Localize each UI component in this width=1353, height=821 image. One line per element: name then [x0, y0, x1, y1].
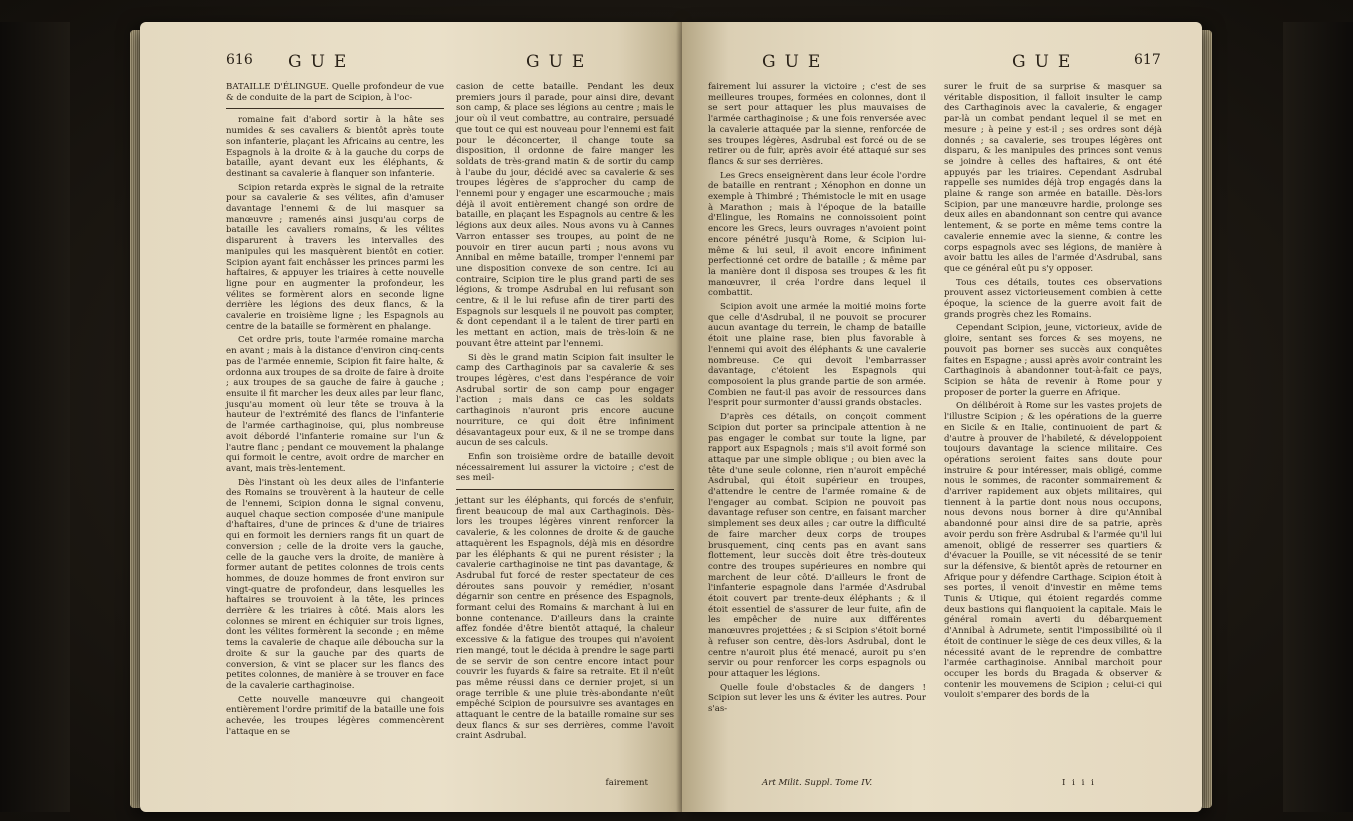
- left-column-1: [226, 82, 444, 740]
- paragraph: casion de cette bataille. Pendant les deux premiers jours il parade, pour ainsi dire, devant son camp, & place ses légions au centre ; mais le jour où il veut combattre, au contraire, persuadé que tout ce qui est nouveau pour l'ennemi est fait pour le déconcerter, il change toute sa disposition, il ordonne de faire manger les soldats de très-grand matin & de sortir du camp à l'aube du jour, décidé avec sa cavalerie & ses troupes légères de s'approcher du camp de l'ennemi pour y engager une escarmouche ; mais déjà il avoit entièrement changé son ordre de bataille, en plaçant les Espagnols au centre & les légions aux deux ailes. Nous avons vu à Cannes Varron entasser ses troupes, au point de ne pouvoir en tirer aucun parti ; nous avons vu Annibal en même bataille, tromper l'ennemi par une disposition convexe de son centre. Ici au contraire, Scipion tire le plus grand parti de ses légions, & trompe Asdrubal en lui refusant son centre, & il le lui refuse afin de tirer parti des Espagnols sur lesquels il ne pouvoit pas compter, & dont cependant il a le talent de tirer parti en les mettant en action, mais de très-loin & ne pouvant être atteint par l'ennemi.: [456, 82, 674, 349]
- right-headword-1: GUE: [762, 52, 830, 72]
- paragraph: fairement lui assurer la victoire ; c'est de ses meilleures troupes, formées en colonnes, dont il se sert pour attaquer les plus mauvaises de l'armée carthaginoise ; & une fois renversée avec la cavalerie attaquée par la sienne, renforcée de ses troupes légères, Asdrubal est forcé ou de se retirer ou de fuir, après avoir été attaqué sur ses flancs & sur ses derrières.: [708, 82, 926, 167]
- paragraph: Si dès le grand matin Scipion fait insulter le camp des Carthaginois par sa cavalerie & ses troupes légères, c'est dans l'espérance de voir Asdrubal sortir de son camp pour engager l'action ; mais dans ce cas les soldats carthaginois n'auront pris encore aucune nourriture, ce qui doit être infiniment désavantageux pour eux, & il ne se trompe dans aucun de ses calculs.: [456, 352, 674, 449]
- page-edges-right: [1202, 30, 1212, 808]
- right-column-2: [944, 82, 1162, 704]
- footer-volume-note: Art Milit. Suppl. Tome IV.: [762, 778, 873, 788]
- paragraph: jettant sur les éléphants, qui forcés de s'enfuir, firent beaucoup de mal aux Carthaginois. Dès-lors les troupes légères vinrent renforcer la cavalerie, & les colonnes de droite & de gauche attaquèrent les Espagnols, déjà mis en désordre par les éléphants & qui ne purent résister ; la cavalerie carthaginoise ne tint pas davantage, & Asdrubal fut forcé de rester spectateur de ces déroutes sans pouvoir y remédier, n'osant dégarnir son centre en présence des Espagnols, formant celui des Romains & marchant à lui en bonne contenance. D'ailleurs dans la crainte affez fondée d'être bientôt attaqué, la chaleur excessive & la fatigue des troupes qui n'avoient rien mangé, tout le décida à prendre le sage parti de se servir de son centre encore intact pour couvrir les fuyards & faire sa retraite. Et il n'eût pas même réussi dans ce dernier projet, si un orage terrible & une pluie très-abondante n'eût empêché Scipion de poursuivre ses avantages en attaquant le centre de la bataille romaine sur ses deux flancs & sur ses derrières, comme l'avoit craint Asdrubal.: [456, 496, 674, 742]
- section-rule: [226, 108, 444, 109]
- scan-margin-right: [1283, 22, 1353, 812]
- right-running-head: [682, 52, 1202, 76]
- paragraph: Tous ces détails, toutes ces observations prouvent assez victorieusement combien à cette époque, la science de la guerre avoit fait de grands progrès chez les Romains.: [944, 277, 1162, 320]
- left-catchword: fairement: [605, 778, 648, 788]
- paragraph: Cependant Scipion, jeune, victorieux, avide de gloire, sentant ses forces & ses moyens, ne pouvoit pas borner ses succès aux conquêtes faites en Espagne ; aussi après avoir contraint les Carthaginois à abandonner tout-à-fait ce pays, Scipion se hâta de revenir à Rome pour y proposer de porter la guerre en Afrique.: [944, 323, 1162, 398]
- signature-mark: I i i i: [1062, 778, 1096, 788]
- left-column-2: [456, 82, 674, 745]
- paragraph: Scipion retarda exprès le signal de la retraite pour sa cavalerie & ses vélites, afin d'amuser davantage l'ennemi & de lui masquer sa manœuvre ; ramenés ainsi jusqu'au corps de bataille les cavaliers romains, & les vélites disparurent à travers les intervalles des manipules qui les masquèrent bientôt en cotier. Scipion ayant fait enchâsser les princes parmi les haftaires, & appuyer les triaires à cette nouvelle ligne pour en augmenter la profondeur, les vélites se formèrent alors en seconde ligne derrière les légions des deux flancs, & la cavalerie en troisième ligne ; les Espagnols au centre de la bataille se formèrent en phalange.: [226, 182, 444, 332]
- paragraph: Cet ordre pris, toute l'armée romaine marcha en avant ; mais à la distance d'environ cinq-cents pas de l'armée ennemie, Scipion fit faire halte, & ordonna aux troupes de sa droite de faire à droite ; aux troupes de sa gauche de faire à gauche ; ensuite il fit marcher les deux ailes par leur flanc, jusqu'au moment où leur tête se trouva à la hauteur de l'extrémité des flancs de l'infanterie de l'armée carthaginoise, qui, plus nombreuse avoit débordé l'infanterie romaine sur l'un & l'autre flanc ; pendant ce mouvement la phalange qui formoit le centre, avoit ordre de marcher en avant, mais très-lentement.: [226, 335, 444, 474]
- paragraph: Enfin son troisième ordre de bataille devoit nécessairement lui assurer la victoire ; c'est de ses meil-: [456, 451, 674, 484]
- paragraph: Scipion avoit une armée la moitié moins forte que celle d'Asdrubal, il ne pouvoit se procurer aucun avantage du terrein, le champ de bataille étoit une plaine rase, bien plus favorable à l'ennemi qui avoit des éléphants & une cavalerie nombreuse. Ce qui devoit l'embarrasser davantage, c'étoient les Espagnols qui composoient la plus grande partie de son armée. Combien ne faut-il pas avoir de ressources dans l'esprit pour surmonter d'aussi grands obstacles.: [708, 302, 926, 409]
- left-page-number: 616: [226, 52, 253, 68]
- left-page: [140, 22, 682, 812]
- paragraph: romaine fait d'abord sortir à la hâte ses numides & ses cavaliers & bientôt après toute son infanterie, plaçant les Africains au centre, les Espagnols à la droite & à la gauche du corps de bataille, ayant devant eux les éléphants, & destinant sa cavalerie à flanquer son infanterie.: [226, 115, 444, 179]
- right-headword-2: GUE: [1012, 52, 1080, 72]
- paragraph: Quelle foule d'obstacles & de dangers ! Scipion sut lever les uns & éviter les autres. Pour s'as-: [708, 682, 926, 715]
- section-rule: [456, 489, 674, 490]
- right-page-number: 617: [1134, 52, 1161, 68]
- paragraph: Les Grecs enseignèrent dans leur école l'ordre de bataille en rentrant ; Xénophon en donne un exemple à Thimbré ; Thémistocle le mit en usage à Marathon ; mais à l'époque de la bataille d'Elingue, les Romains ne connoissoient point encore les Grecs, leurs ouvrages n'avoient point encore pénétré jusqu'à Rome, & Scipion lui-même & lui seul, il avoit encore infiniment perfectionné cet ordre de bataille ; & même par la manière dont il disposa ses troupes & les fit manœuvrer, il créa l'ordre dans lequel il combattit.: [708, 170, 926, 299]
- left-headword-2: GUE: [526, 52, 594, 72]
- left-headword-1: GUE: [288, 52, 356, 72]
- scan-margin-left: [0, 22, 70, 812]
- paragraph: BATAILLE D'ÉLINGUE. Quelle profondeur de vue & de conduite de la part de Scipion, à l'oc-: [226, 82, 444, 103]
- left-running-head: [140, 52, 682, 76]
- paragraph: surer le fruit de sa surprise & masquer sa véritable disposition, il falloit insulter le camp des Carthaginois avec la cavalerie, & engager par-là un combat pendant lequel il se met en mesure ; à peine y est-il ; ses ordres sont déjà donnés ; sa cavalerie, ses troupes légères ont disparu, & les manipules des princes sont venus se joindre à celles des haftaires, & ont été appuyés par les triaires. Cependant Asdrubal rappelle ses numides déjà trop engagés dans la plaine & range son armée en bataille. Dès-lors Scipion, par une manœuvre hardie, prolonge ses deux ailes en abandonnant son centre qui avance lentement, & se porte en même tems contre la cavalerie ennemie avec la sienne, & contre les corps espagnols avec ses légions, de manière à avoir battu les ailes de l'armée d'Asdrubal, sans que ce général eût pu s'y opposer.: [944, 82, 1162, 274]
- page-edges-left: [130, 30, 140, 808]
- paragraph: Dès l'instant où les deux ailes de l'infanterie des Romains se trouvèrent à la hauteur de celle de l'ennemi, Scipion donna le signal convenu, auquel chaque section composée d'une manipule d'haftaires, d'une de princes & d'une de triaires qui en formoit les derniers rangs fit un quart de conversion ; celle de la droite vers la gauche, celle de la gauche vers la droite, de manière à former autant de petites colonnes de trois cents hommes, de douze hommes de front environ sur vingt-quatre de profondeur, dans lesquelles les haftaires se trouvoient à la tête, les princes derrière & les triaires à côté. Mais alors les colonnes se mirent en échiquier sur trois lignes, dont les vélites formèrent la seconde ; en même tems la cavalerie de chaque aile déboucha sur la droite & sur la gauche par des quarts de conversion, & vint se placer sur les flancs des petites colonnes, de manière à se trouver en face de la cavalerie carthaginoise.: [226, 477, 444, 691]
- right-column-1: [708, 82, 926, 718]
- paragraph: Cette nouvelle manœuvre qui changeoit entièrement l'ordre primitif de la bataille une fois achevée, les troupes légères commencèrent l'attaque en se: [226, 694, 444, 737]
- paragraph: D'après ces détails, on conçoit comment Scipion dut porter sa principale attention à ne pas engager le combat sur toute la ligne, par rapport aux Espagnols ; mais s'il avoit formé son attaque par une simple oblique ; ou bien avec la tête d'une seule colonne, rien n'auroit empêché Asdrubal, qui étoit supérieur en troupes, d'attendre le centre de l'armée romaine & de l'engager au combat. Scipion ne pouvoit pas davantage refuser son centre, en faisant marcher simplement ses deux ailes ; car outre la difficulté de faire marcher deux corps de troupes brusquement, cinq cents pas en avant sans flottement, leur succès doit être très-douteux contre des troupes supérieures en nombre qui marchent de leur côté. D'ailleurs le front de l'infanterie espagnole dans l'armée d'Asdrubal étoit couvert par trente-deux éléphants ; & il étoit essentiel de s'assurer de leur fuite, afin de les empêcher de nuire aux différentes manœuvres projettées ; & si Scipion s'étoit borné à refuser son centre, dès-lors Asdrubal, dont le centre n'auroit plus été menacé, auroit pu s'en servir ou pour renforcer les corps espagnols ou pour attaquer les légions.: [708, 412, 926, 679]
- paragraph: On délibéroit à Rome sur les vastes projets de l'illustre Scipion ; & les opérations de la guerre en Sicile & en Italie, continuoient de part & d'autre à prouver de l'habileté, & développoient toujours davantage la science militaire. Ces opérations seroient faites sans doute pour instruire & pour intéresser, mais obligé, comme nous le sommes, de raconter sommairement & d'arriver rapidement aux objets militaires, qui tiennent à la partie dont nous nous occupons, nous devons nous borner à dire qu'Annibal abandonné pour ainsi dire de sa patrie, après avoir perdu son frère Asdrubal & l'armée qu'il lui amenoit, obligé de resserrer ses quartiers & d'évacuer la Pouille, se vit nécessité de se tenir sur la défensive, & bientôt après de retourner en Afrique pour y défendre Carthage. Scipion étoit à ses portes, il venoit d'investir en même tems Tunis & Utique, qui étoient regardés comme deux bastions qui flanquoient la capitale. Mais le général romain averti du débarquement d'Annibal à Adrumete, sentit l'impossibilité où il étoit de continuer le siège de ces deux villes, & la nécessité avant de le reprendre de combattre l'armée carthaginoise. Annibal marchoit pour occuper les bords du Bragada & observer & contenir les mouvemens de Scipion ; celui-ci qui vouloit s'emparer des bords de la: [944, 401, 1162, 701]
- right-page: [682, 22, 1202, 812]
